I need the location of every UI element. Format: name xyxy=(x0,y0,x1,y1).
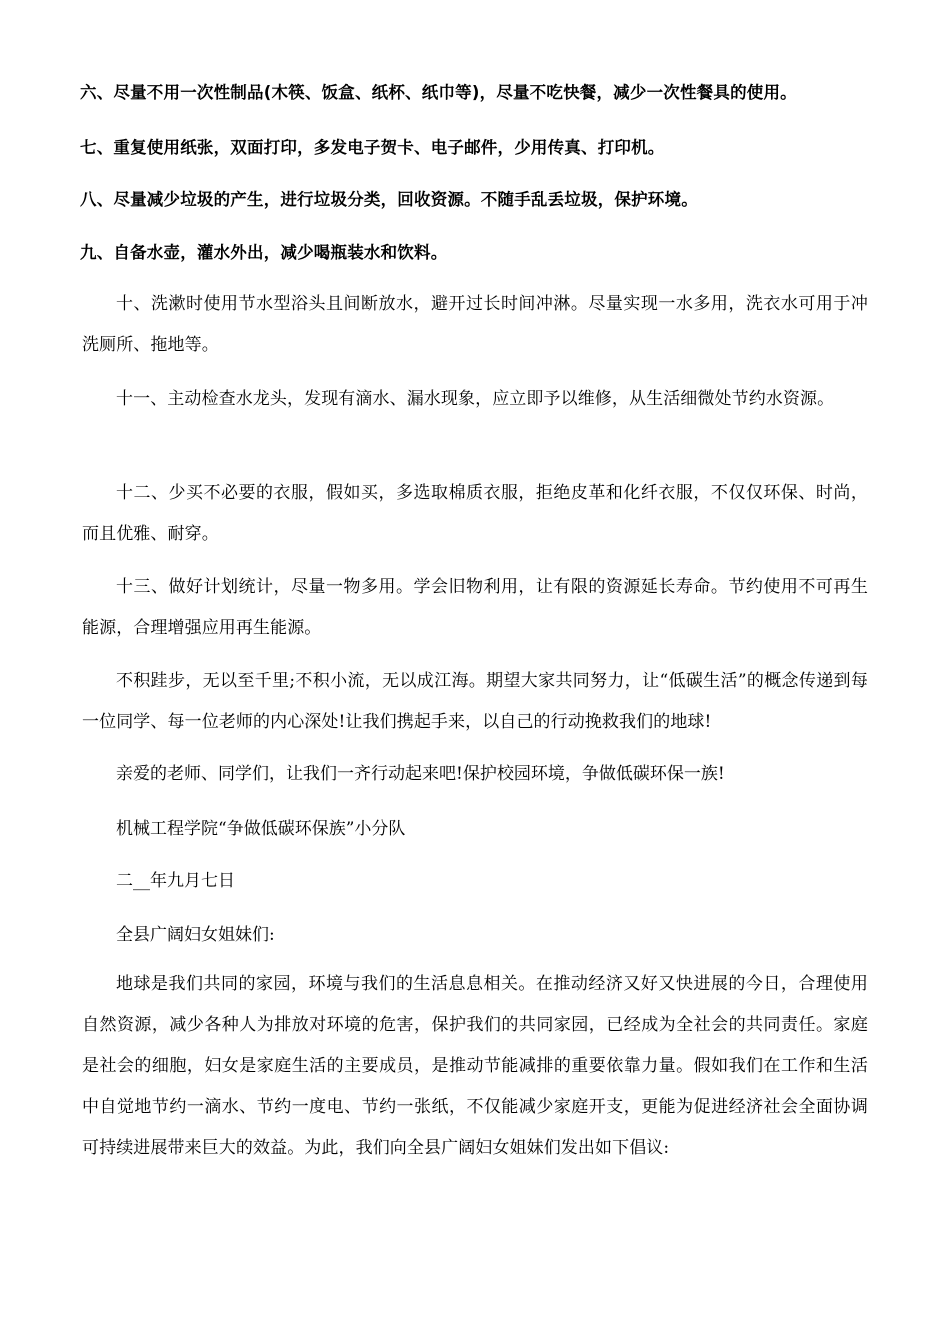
item-7: 七、重复使用纸张，双面打印，多发电子贺卡、电子邮件，少用传真、打印机。 xyxy=(80,138,665,157)
signature: 机械工程学院“争做低碳环保族”小分队 xyxy=(116,819,406,839)
item-13-paragraph: 十三、做好计划统计，尽量一物多用。学会旧物利用，让有限的资源延长寿命。节约使用不可再生能源，合理增强应用再生能源。 xyxy=(82,577,868,638)
encouragement-paragraph: 不积跬步，无以至千里;不积小流，无以成江海。期望大家共同努力，让“低碳生活”的概念传递到每一位同学、每一位老师的内心深处!让我们携起手来，以自己的行动挽救我们的地球! xyxy=(82,671,868,732)
item-10-paragraph: 十、洗漱时使用节水型浴头且间断放水，避开过长时间冲淋。尽量实现一水多用，洗衣水可用于冲洗厕所、拖地等。 xyxy=(82,294,868,355)
item-6: 六、尽量不用一次性制品(木筷、饭盒、纸杯、纸巾等)，尽量不吃快餐，减少一次性餐具的使用。 xyxy=(80,83,797,102)
salutation: 全县广阔妇女姐妹们: xyxy=(116,925,275,945)
item-11-paragraph: 十一、主动检查水龙头，发现有滴水、漏水现象，应立即予以维修，从生活细微处节约水资源。 xyxy=(116,389,835,409)
item-8: 八、尽量减少垃圾的产生，进行垃圾分类，回收资源。不随手乱丢垃圾，保护环境。 xyxy=(80,190,698,209)
item-12-paragraph: 十二、少买不必要的衣服，假如买，多选取棉质衣服，拒绝皮革和化纤衣服，不仅仅环保、时尚，而且优雅、耐穿。 xyxy=(82,483,868,544)
proposal-paragraph: 地球是我们共同的家园，环境与我们的生活息息相关。在推动经济又好又快进展的今日，合理使用自然资源，减少各种人为排放对环境的危害，保护我们的共同家园，已经成为全社会的共同责任。家庭是社会的细胞，妇女是家庭生活的主要成员，是推动节能减排的重要依靠力量。假如我们在工作和生活中自觉地节约一滴水、节约一度电、节约一张纸，不仅能减少家庭开支，更能为促进经济社会全面协调可持续进展带来巨大的效益。为此，我们向全县广阔妇女姐妹们发出如下倡议: xyxy=(82,974,868,1158)
item-9: 九、自备水壶，灌水外出，减少喝瓶装水和饮料。 xyxy=(80,243,448,262)
date: 二__年九月七日 xyxy=(116,871,235,891)
call-to-action: 亲爱的老师、同学们，让我们一齐行动起来吧!保护校园环境，争做低碳环保一族! xyxy=(116,764,725,784)
